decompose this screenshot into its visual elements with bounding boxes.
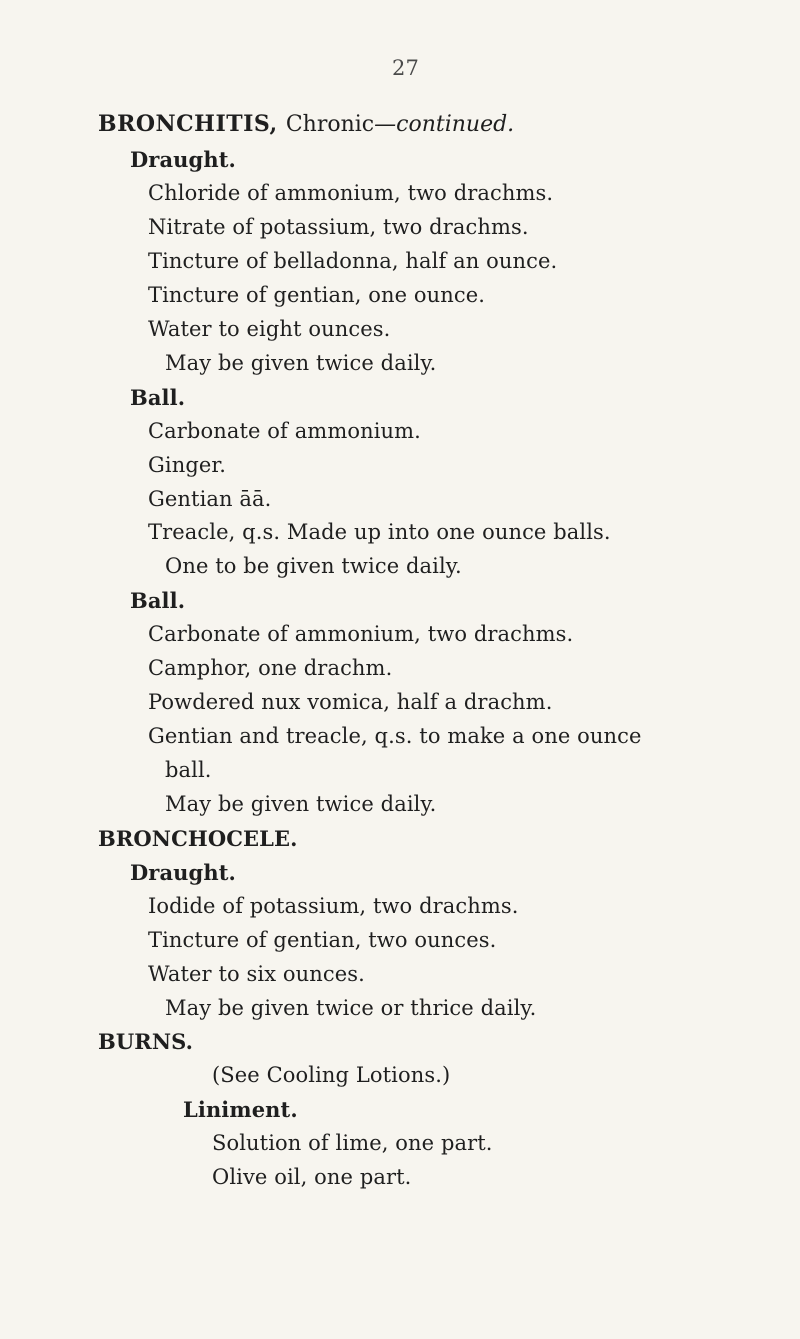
ingredient-line: Camphor, one drachm. bbox=[148, 656, 393, 680]
section-title-bronchitis bbox=[98, 113, 514, 136]
title-main: BRONCHITIS, bbox=[98, 111, 286, 137]
ingredient-line: Treacle, q.s. Made up into one ounce balls. bbox=[148, 520, 611, 544]
ingredient-line: Iodide of potassium, two drachms. bbox=[148, 894, 519, 918]
ingredient-line: Tincture of belladonna, half an ounce. bbox=[148, 249, 558, 273]
subheading-liniment: Liniment. bbox=[183, 1097, 298, 1122]
dosage-line: One to be given twice daily. bbox=[165, 554, 462, 578]
ingredient-line: Chloride of ammonium, two drachms. bbox=[148, 181, 554, 205]
ingredient-line: Powdered nux vomica, half a drachm. bbox=[148, 690, 553, 714]
ingredient-line: Olive oil, one part. bbox=[212, 1165, 412, 1189]
section-title-bronchocele: BRONCHOCELE. bbox=[98, 826, 298, 851]
title-sub: Chronic bbox=[285, 112, 375, 137]
dosage-line: May be given twice daily. bbox=[165, 792, 437, 816]
ingredient-line: Solution of lime, one part. bbox=[212, 1131, 493, 1155]
cross-reference-line: (See Cooling Lotions.) bbox=[212, 1063, 451, 1087]
page-number: 27 bbox=[392, 56, 419, 80]
dosage-line: May be given twice daily. bbox=[165, 351, 437, 375]
ingredient-line: Ginger. bbox=[148, 453, 226, 477]
ingredient-line: Tincture of gentian, two ounces. bbox=[148, 928, 497, 952]
ingredient-line: Water to eight ounces. bbox=[148, 317, 391, 341]
ingredient-line: Carbonate of ammonium, two drachms. bbox=[148, 622, 574, 646]
ingredient-line: Gentian āā. bbox=[148, 487, 272, 511]
subheading-ball: Ball. bbox=[130, 588, 186, 613]
dosage-line: May be given twice or thrice daily. bbox=[165, 996, 537, 1020]
section-title-burns: BURNS. bbox=[98, 1029, 194, 1054]
subheading-draught: Draught. bbox=[130, 147, 236, 172]
title-suffix: —continued. bbox=[374, 112, 515, 137]
ingredient-line: Gentian and treacle, q.s. to make a one ounce bbox=[148, 724, 642, 748]
ingredient-line: Tincture of gentian, one ounce. bbox=[148, 283, 486, 307]
subheading-draught: Draught. bbox=[130, 860, 236, 885]
subheading-ball: Ball. bbox=[130, 385, 186, 410]
ingredient-line: Water to six ounces. bbox=[148, 962, 365, 986]
ingredient-line: Carbonate of ammonium. bbox=[148, 419, 421, 443]
ingredient-line: Nitrate of potassium, two drachms. bbox=[148, 215, 529, 239]
ingredient-line-continued: ball. bbox=[165, 758, 212, 782]
